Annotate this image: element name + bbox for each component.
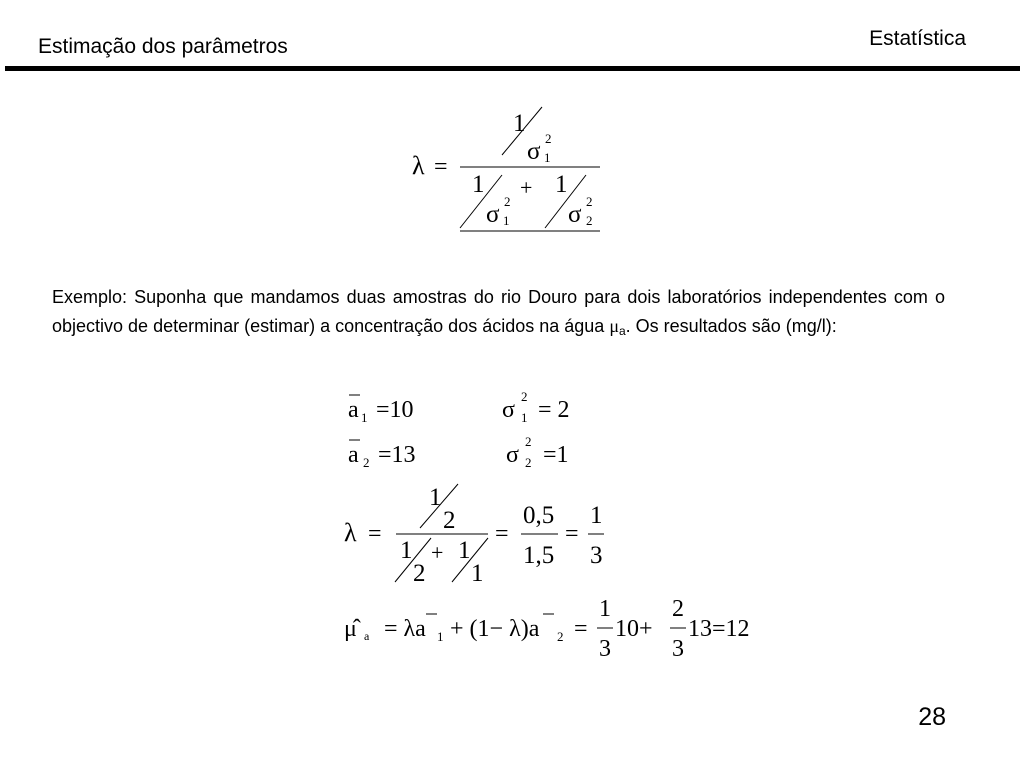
estimate-term-1: = λa bbox=[384, 616, 426, 642]
a1-symbol: a bbox=[348, 397, 359, 423]
fraction-numerator: 0,5 bbox=[523, 502, 555, 529]
sigma2-superscript: 2 bbox=[525, 434, 532, 449]
top-denominator: 2 bbox=[443, 507, 456, 534]
sigma1-value: = 2 bbox=[538, 397, 570, 423]
sigma-subscript: 1 bbox=[544, 150, 551, 165]
sigma-superscript: 2 bbox=[586, 194, 593, 209]
estimate-term-2: + (1− λ)a bbox=[450, 616, 540, 642]
a1-value: =10 bbox=[376, 397, 414, 423]
example-text: Exemplo: Suponha que mandamos duas amostras do rio Douro para dois laboratórios independentes com o objectivo de determinar (estimar) a concentração dos ácidos na água bbox=[52, 287, 945, 336]
sigma1-subscript: 1 bbox=[521, 410, 528, 425]
fraction1-numerator: 1 bbox=[599, 596, 611, 622]
title-divider bbox=[5, 66, 1020, 71]
sigma2-symbol: σ bbox=[506, 442, 519, 468]
fraction2-numerator: 2 bbox=[672, 596, 684, 622]
sigma-symbol: σ bbox=[527, 138, 541, 165]
sigma2-value: =1 bbox=[543, 442, 569, 468]
equals-sign: = bbox=[434, 154, 448, 180]
bottom-numerator-2: 1 bbox=[458, 537, 471, 564]
mu-estimate-formula bbox=[340, 590, 790, 665]
plus-sign: + bbox=[520, 175, 533, 200]
example-text-end: . Os resultados são (mg/l): bbox=[625, 316, 837, 336]
sigma2-subscript: 2 bbox=[525, 455, 532, 470]
example-paragraph bbox=[52, 283, 945, 346]
results-formulas bbox=[340, 385, 600, 475]
a2-subscript: 2 bbox=[557, 629, 564, 644]
sigma-subscript: 2 bbox=[586, 213, 593, 228]
sigma1-symbol: σ bbox=[502, 397, 515, 423]
value-term-2: 13=12 bbox=[688, 616, 750, 642]
bottom-denominator-1: 2 bbox=[413, 560, 426, 587]
a2-value: =13 bbox=[378, 442, 416, 468]
numerator-one: 1 bbox=[513, 110, 526, 137]
equals-sign: = bbox=[368, 521, 382, 547]
sigma1-superscript: 2 bbox=[521, 389, 528, 404]
mu-subscript: a bbox=[618, 324, 626, 338]
bottom-denominator-2: 1 bbox=[471, 560, 484, 587]
course-title: Estatística bbox=[869, 27, 966, 50]
slide-title: Estimação dos parâmetros bbox=[38, 35, 288, 58]
sigma-superscript: 2 bbox=[504, 194, 511, 209]
sigma-superscript: 2 bbox=[545, 131, 552, 146]
mu-subscript: a bbox=[364, 629, 370, 643]
a2-subscript: 2 bbox=[363, 455, 370, 470]
equals-sign: = bbox=[565, 521, 579, 547]
bottom-numerator-1: 1 bbox=[400, 537, 413, 564]
fraction-denominator: 1,5 bbox=[523, 542, 555, 569]
value-term-1: 10+ bbox=[615, 616, 653, 642]
sigma-symbol: σ bbox=[568, 201, 582, 228]
a1-subscript: 1 bbox=[437, 629, 444, 644]
top-numerator: 1 bbox=[429, 484, 442, 511]
lambda-symbol: λ bbox=[344, 518, 357, 547]
a1-subscript: 1 bbox=[361, 410, 368, 425]
mu-symbol: μ bbox=[609, 316, 619, 336]
result-denominator: 3 bbox=[590, 542, 603, 569]
fraction1-denominator: 3 bbox=[599, 636, 611, 662]
lambda-definition-formula bbox=[400, 95, 610, 240]
mu-hat-symbol: μ̂ bbox=[344, 616, 357, 642]
a2-symbol: a bbox=[348, 442, 359, 468]
denominator-one: 1 bbox=[555, 171, 568, 198]
fraction2-denominator: 3 bbox=[672, 636, 684, 662]
sigma-subscript: 1 bbox=[503, 213, 510, 228]
plus-sign: + bbox=[431, 540, 444, 565]
sigma-symbol: σ bbox=[486, 201, 500, 228]
denominator-one: 1 bbox=[472, 171, 485, 198]
lambda-symbol: λ bbox=[412, 151, 425, 180]
page-number: 28 bbox=[918, 703, 946, 731]
equals-sign: = bbox=[495, 521, 509, 547]
lambda-calculation bbox=[340, 478, 620, 588]
result-numerator: 1 bbox=[590, 502, 603, 529]
equals-sign: = bbox=[574, 616, 588, 642]
